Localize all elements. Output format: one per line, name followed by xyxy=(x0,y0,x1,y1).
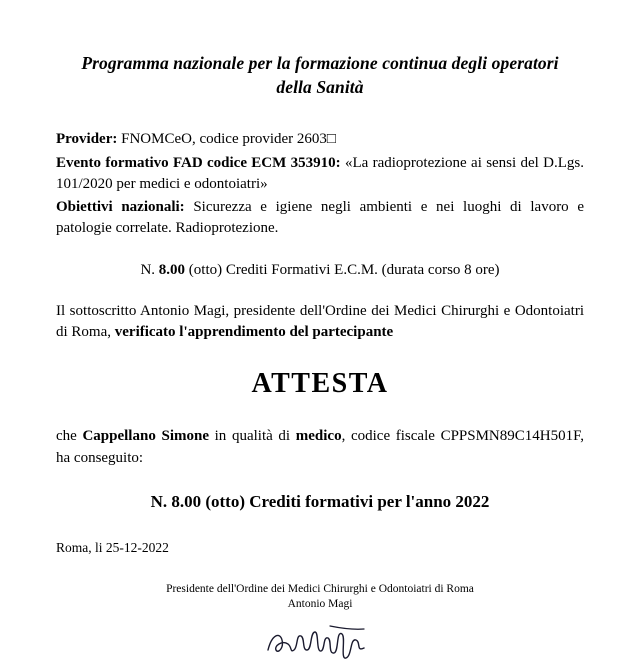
declaration-emphasis: verificato l'apprendimento del partecipante xyxy=(114,324,394,341)
signature-role: Presidente dell'Ordine dei Medici Chirurghi e Odontoiatri di Roma xyxy=(166,582,474,595)
evento-label: Evento formativo FAD codice ECM 353910: xyxy=(56,154,341,171)
handwritten-signature-icon xyxy=(260,620,380,666)
awarded-credits: N. 8.00 (otto) Crediti formativi per l'anno 2022 xyxy=(150,491,490,511)
provider-line xyxy=(56,129,584,150)
recipient-prefix: che xyxy=(56,428,83,445)
declaration-paragraph xyxy=(56,301,584,345)
page-title: Programma nazionale per la formazione continua degli operatori della Sanità xyxy=(81,53,559,97)
recipient-name: Cappellano Simone xyxy=(82,428,209,445)
credits-amount: 8.00 xyxy=(158,261,186,278)
evento-line xyxy=(56,153,584,196)
credits-suffix: (otto) Crediti Formativi E.C.M. (durata corso 8 ore) xyxy=(185,261,500,278)
obiettivi-value: Sicurezza e igiene negli ambienti e nei luoghi di lavoro e patologie correlate. Radioprotezione. xyxy=(56,199,585,237)
provider-label: Provider: xyxy=(56,131,118,148)
obiettivi-line xyxy=(56,197,584,240)
signature-mark xyxy=(56,620,584,666)
credits-line xyxy=(56,262,584,279)
evento-value: «La radioprotezione ai sensi del D.Lgs. 101/2020 per medici e odontoiatri» xyxy=(56,154,584,192)
recipient-paragraph xyxy=(56,426,584,470)
attesta-heading: ATTESTA xyxy=(251,368,389,400)
recipient-middle: in qualità di xyxy=(208,428,296,445)
provider-value: FNOMCeO, codice provider 2603□ xyxy=(117,131,336,148)
credits-prefix: N. xyxy=(140,261,159,278)
obiettivi-label: Obiettivi nazionali: xyxy=(56,199,185,216)
recipient-role: medico xyxy=(295,428,342,445)
place-date: Roma, li 25-12-2022 xyxy=(56,539,169,555)
signature-block xyxy=(56,582,584,666)
declaration-text: Il sottoscritto Antonio Magi, presidente dell'Ordine dei Medici Chirurghi e Odontoiatri di Roma, xyxy=(56,302,584,341)
recipient-suffix: , codice fiscale CPPSMN89C14H501F, ha conseguito: xyxy=(56,428,584,466)
course-details xyxy=(56,129,584,239)
signature-name: Antonio Magi xyxy=(287,597,353,610)
